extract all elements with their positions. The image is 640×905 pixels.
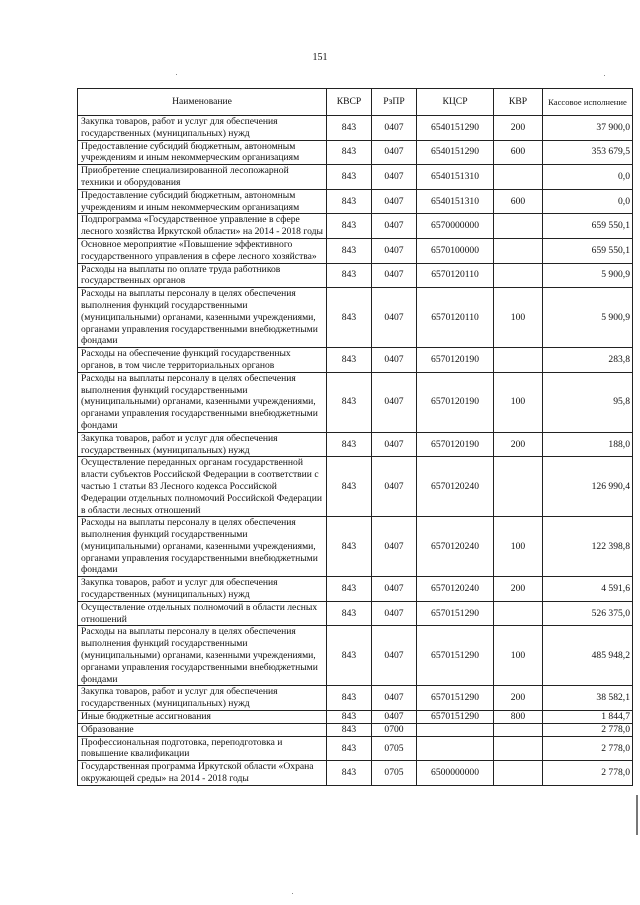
cell-name: Расходы на выплаты персоналу в целях обеспечения выполнения функций государственными (муниципальными) органами, казенными учреждениями, органами управления государственными внебюджетными фондами bbox=[78, 517, 327, 577]
scan-speck bbox=[604, 75, 605, 76]
cell-kvsr: 843 bbox=[327, 432, 372, 457]
cell-cash-execution: 659 550,1 bbox=[543, 214, 633, 239]
table-row bbox=[78, 626, 633, 686]
cell-rzpr: 0407 bbox=[372, 288, 417, 348]
cell-cash-execution: 37 900,0 bbox=[543, 116, 633, 141]
cell-kvr: 100 bbox=[494, 372, 543, 432]
cell-kcsr: 6570151290 bbox=[417, 686, 494, 711]
cell-cash-execution: 1 844,7 bbox=[543, 711, 633, 724]
cell-name: Закупка товаров, работ и услуг для обеспечения государственных (муниципальных) нужд bbox=[78, 432, 327, 457]
table-row bbox=[78, 348, 633, 373]
cell-kcsr bbox=[417, 723, 494, 736]
cell-cash-execution: 659 550,1 bbox=[543, 238, 633, 263]
cell-kcsr: 6540151290 bbox=[417, 116, 494, 141]
cell-name: Расходы на выплаты по оплате труда работников государственных органов bbox=[78, 263, 327, 288]
cell-cash-execution: 353 679,5 bbox=[543, 140, 633, 165]
cell-name: Иные бюджетные ассигнования bbox=[78, 711, 327, 724]
cell-cash-execution: 485 948,2 bbox=[543, 626, 633, 686]
cell-kvsr: 843 bbox=[327, 711, 372, 724]
cell-name: Расходы на выплаты персоналу в целях обеспечения выполнения функций государственными (муниципальными) органами, казенными учреждениями, органами управления государственными внебюджетными фондами bbox=[78, 626, 327, 686]
page-number: 151 bbox=[312, 52, 328, 63]
scan-speck bbox=[176, 74, 177, 75]
cell-rzpr: 0407 bbox=[372, 263, 417, 288]
cell-kvsr: 843 bbox=[327, 517, 372, 577]
header-name: Наименование bbox=[78, 89, 327, 116]
cell-kvsr: 843 bbox=[327, 723, 372, 736]
cell-kvr: 200 bbox=[494, 432, 543, 457]
table-row bbox=[78, 711, 633, 724]
cell-kvr bbox=[494, 348, 543, 373]
cell-kvr bbox=[494, 723, 543, 736]
cell-name: Образование bbox=[78, 723, 327, 736]
cell-rzpr: 0407 bbox=[372, 601, 417, 626]
cell-cash-execution: 122 398,8 bbox=[543, 517, 633, 577]
table-row bbox=[78, 165, 633, 190]
table-row bbox=[78, 686, 633, 711]
cell-name: Предоставление субсидий бюджетным, автономным учреждениям и иным некоммерческим организациям bbox=[78, 189, 327, 214]
cell-cash-execution: 2 778,0 bbox=[543, 736, 633, 761]
cell-rzpr: 0700 bbox=[372, 723, 417, 736]
cell-rzpr: 0407 bbox=[372, 457, 417, 517]
cell-kvr bbox=[494, 263, 543, 288]
cell-rzpr: 0407 bbox=[372, 116, 417, 141]
cell-kcsr: 6540151310 bbox=[417, 165, 494, 190]
cell-rzpr: 0407 bbox=[372, 165, 417, 190]
cell-kvsr: 843 bbox=[327, 626, 372, 686]
cell-kcsr: 6570120190 bbox=[417, 372, 494, 432]
cell-cash-execution: 5 900,9 bbox=[543, 288, 633, 348]
cell-kvr: 800 bbox=[494, 711, 543, 724]
cell-kvsr: 843 bbox=[327, 140, 372, 165]
cell-kvsr: 843 bbox=[327, 165, 372, 190]
table-row bbox=[78, 601, 633, 626]
cell-kvsr: 843 bbox=[327, 761, 372, 786]
cell-kcsr: 6570120190 bbox=[417, 432, 494, 457]
cell-cash-execution: 0,0 bbox=[543, 189, 633, 214]
cell-rzpr: 0407 bbox=[372, 372, 417, 432]
cell-kcsr: 6570100000 bbox=[417, 238, 494, 263]
cell-kvr bbox=[494, 214, 543, 239]
cell-cash-execution: 283,8 bbox=[543, 348, 633, 373]
scan-speck bbox=[292, 893, 293, 894]
cell-kcsr: 6570151290 bbox=[417, 711, 494, 724]
cell-cash-execution: 38 582,1 bbox=[543, 686, 633, 711]
table-row bbox=[78, 761, 633, 786]
cell-kvr: 600 bbox=[494, 140, 543, 165]
cell-kvsr: 843 bbox=[327, 116, 372, 141]
cell-cash-execution: 4 591,6 bbox=[543, 577, 633, 602]
cell-rzpr: 0407 bbox=[372, 238, 417, 263]
cell-cash-execution: 2 778,0 bbox=[543, 723, 633, 736]
cell-kvr bbox=[494, 457, 543, 517]
header-kvr: КВР bbox=[494, 89, 543, 116]
budget-execution-table bbox=[77, 88, 633, 786]
cell-kcsr: 6570120110 bbox=[417, 288, 494, 348]
cell-cash-execution: 526 375,0 bbox=[543, 601, 633, 626]
cell-kcsr: 6570120190 bbox=[417, 348, 494, 373]
cell-cash-execution: 5 900,9 bbox=[543, 263, 633, 288]
cell-cash-execution: 0,0 bbox=[543, 165, 633, 190]
cell-name: Расходы на выплаты персоналу в целях обеспечения выполнения функций государственными (муниципальными) органами, казенными учреждениями, органами управления государственными внебюджетными фондами bbox=[78, 372, 327, 432]
cell-kvsr: 843 bbox=[327, 189, 372, 214]
cell-kvr: 200 bbox=[494, 577, 543, 602]
table-row bbox=[78, 457, 633, 517]
cell-kcsr bbox=[417, 736, 494, 761]
cell-name: Осуществление отдельных полномочий в области лесных отношений bbox=[78, 601, 327, 626]
table-row bbox=[78, 189, 633, 214]
cell-kcsr: 6570151290 bbox=[417, 601, 494, 626]
cell-cash-execution: 95,8 bbox=[543, 372, 633, 432]
table-row bbox=[78, 432, 633, 457]
cell-kcsr: 6540151310 bbox=[417, 189, 494, 214]
header-kcsr: КЦСР bbox=[417, 89, 494, 116]
cell-rzpr: 0705 bbox=[372, 761, 417, 786]
cell-kvr: 100 bbox=[494, 517, 543, 577]
cell-kvsr: 843 bbox=[327, 263, 372, 288]
cell-cash-execution: 126 990,4 bbox=[543, 457, 633, 517]
cell-rzpr: 0407 bbox=[372, 577, 417, 602]
cell-kcsr: 6570120110 bbox=[417, 263, 494, 288]
header-rzpr: РзПР bbox=[372, 89, 417, 116]
cell-kvsr: 843 bbox=[327, 288, 372, 348]
cell-kvsr: 843 bbox=[327, 214, 372, 239]
cell-kvr: 100 bbox=[494, 288, 543, 348]
cell-rzpr: 0407 bbox=[372, 348, 417, 373]
cell-kvsr: 843 bbox=[327, 457, 372, 517]
cell-kvr: 100 bbox=[494, 626, 543, 686]
cell-kvr bbox=[494, 736, 543, 761]
cell-kvr: 200 bbox=[494, 686, 543, 711]
cell-rzpr: 0407 bbox=[372, 140, 417, 165]
table-row bbox=[78, 577, 633, 602]
cell-cash-execution: 188,0 bbox=[543, 432, 633, 457]
cell-rzpr: 0407 bbox=[372, 517, 417, 577]
table-row bbox=[78, 288, 633, 348]
cell-rzpr: 0407 bbox=[372, 432, 417, 457]
cell-kvsr: 843 bbox=[327, 348, 372, 373]
cell-kcsr: 6570120240 bbox=[417, 457, 494, 517]
cell-cash-execution: 2 778,0 bbox=[543, 761, 633, 786]
cell-rzpr: 0407 bbox=[372, 686, 417, 711]
table-row bbox=[78, 372, 633, 432]
cell-name: Расходы на выплаты персоналу в целях обеспечения выполнения функций государственными (муниципальными) органами, казенными учреждениями, органами управления государственными внебюджетными фондами bbox=[78, 288, 327, 348]
cell-kvsr: 843 bbox=[327, 686, 372, 711]
cell-kvr bbox=[494, 601, 543, 626]
header-kvsr: КВСР bbox=[327, 89, 372, 116]
cell-name: Подпрограмма «Государственное управление в сфере лесного хозяйства Иркутской области» на 2014 - 2018 годы bbox=[78, 214, 327, 239]
cell-kvr: 200 bbox=[494, 116, 543, 141]
cell-rzpr: 0407 bbox=[372, 711, 417, 724]
cell-kcsr: 6570000000 bbox=[417, 214, 494, 239]
table-row bbox=[78, 517, 633, 577]
cell-name: Закупка товаров, работ и услуг для обеспечения государственных (муниципальных) нужд bbox=[78, 686, 327, 711]
table-row bbox=[78, 238, 633, 263]
cell-rzpr: 0407 bbox=[372, 214, 417, 239]
cell-kvsr: 843 bbox=[327, 372, 372, 432]
cell-name: Расходы на обеспечение функций государственных органов, в том числе территориальных органов bbox=[78, 348, 327, 373]
scan-margin-mark bbox=[636, 795, 638, 835]
cell-name: Приобретение специализированной лесопожарной техники и оборудования bbox=[78, 165, 327, 190]
table-row bbox=[78, 263, 633, 288]
cell-kvr: 600 bbox=[494, 189, 543, 214]
budget-table-container bbox=[77, 88, 632, 786]
table-row bbox=[78, 736, 633, 761]
cell-kcsr: 6570120240 bbox=[417, 577, 494, 602]
table-row bbox=[78, 723, 633, 736]
cell-name: Государственная программа Иркутской области «Охрана окружающей среды» на 2014 - 2018 годы bbox=[78, 761, 327, 786]
cell-kvr bbox=[494, 238, 543, 263]
cell-name: Основное мероприятие «Повышение эффективного государственного управления в сфере лесного хозяйства» bbox=[78, 238, 327, 263]
table-row bbox=[78, 214, 633, 239]
cell-rzpr: 0705 bbox=[372, 736, 417, 761]
cell-name: Закупка товаров, работ и услуг для обеспечения государственных (муниципальных) нужд bbox=[78, 577, 327, 602]
table-header-row bbox=[78, 89, 633, 116]
cell-rzpr: 0407 bbox=[372, 189, 417, 214]
cell-name: Профессиональная подготовка, переподготовка и повышение квалификации bbox=[78, 736, 327, 761]
cell-name: Закупка товаров, работ и услуг для обеспечения государственных (муниципальных) нужд bbox=[78, 116, 327, 141]
cell-kvsr: 843 bbox=[327, 601, 372, 626]
cell-kvr bbox=[494, 761, 543, 786]
table-row bbox=[78, 140, 633, 165]
cell-kvr bbox=[494, 165, 543, 190]
header-cash-execution: Кассовое исполнение bbox=[543, 89, 633, 116]
cell-kvsr: 843 bbox=[327, 238, 372, 263]
cell-kcsr: 6570151290 bbox=[417, 626, 494, 686]
cell-name: Осуществление переданных органам государственной власти субъектов Российской Федерации в соответствии с частью 1 статьи 83 Лесного кодекса Российской Федерации отдельных полномочий Российской Федерации в области лесных отношений bbox=[78, 457, 327, 517]
cell-kcsr: 6540151290 bbox=[417, 140, 494, 165]
cell-rzpr: 0407 bbox=[372, 626, 417, 686]
cell-kcsr: 6500000000 bbox=[417, 761, 494, 786]
cell-kvsr: 843 bbox=[327, 577, 372, 602]
cell-kvsr: 843 bbox=[327, 736, 372, 761]
table-row bbox=[78, 116, 633, 141]
cell-name: Предоставление субсидий бюджетным, автономным учреждениям и иным некоммерческим организациям bbox=[78, 140, 327, 165]
cell-kcsr: 6570120240 bbox=[417, 517, 494, 577]
